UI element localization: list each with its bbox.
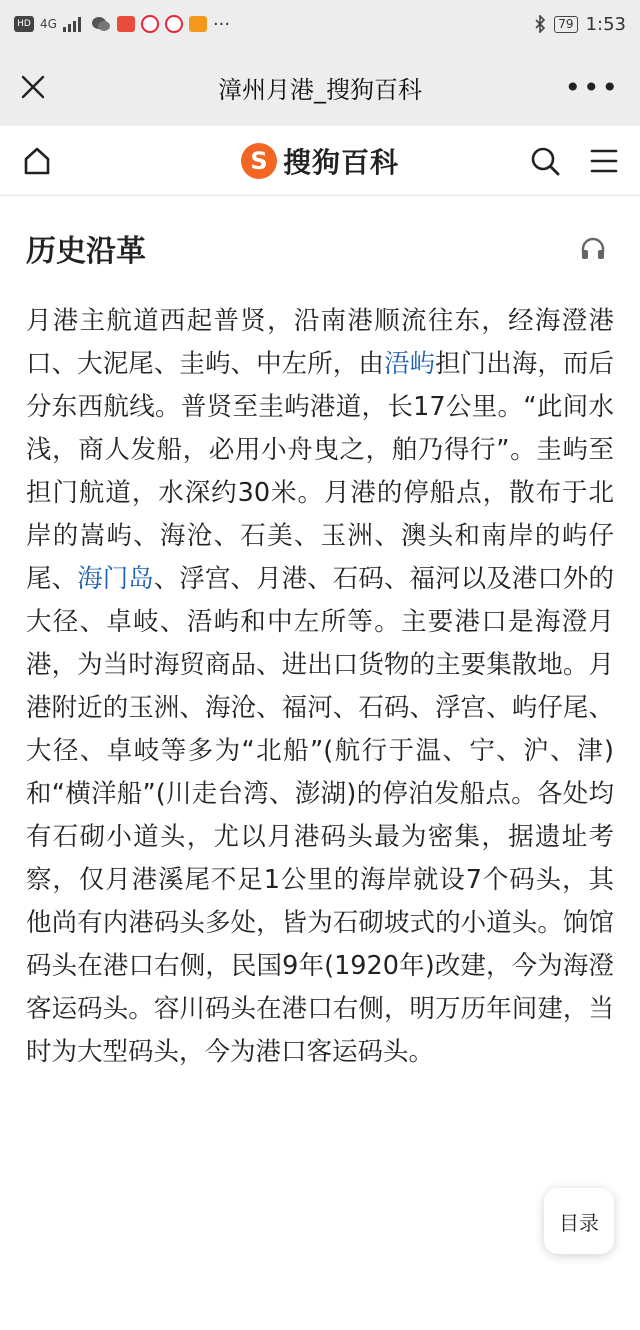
clock: 1:53 — [585, 13, 626, 35]
paragraph-text-2: 担门出海，而后分东西航线。普贤至圭屿港道，长17公里。“此间水浅，商人发船，必用小舟曳之，舶乃得行”。圭屿至担门航道，水深约30米。月港的停船点，散布于北岸的嵩屿、海沧、石美、玉洲、澳头和南岸的屿仔尾、 — [26, 349, 614, 594]
article-paragraph — [26, 300, 614, 1074]
logo-mark: S — [241, 143, 277, 179]
more-icon[interactable]: ••• — [564, 70, 620, 104]
battery-icon: 79 — [554, 16, 577, 33]
hd-indicator: HD — [14, 16, 34, 32]
close-icon[interactable] — [20, 74, 46, 100]
link-wuyu[interactable]: 浯屿 — [383, 349, 436, 379]
section-title: 历史沿革 — [26, 234, 146, 269]
title-bar — [0, 48, 640, 126]
page-title: 漳州月港_搜狗百科 — [218, 75, 422, 104]
wechat-icon — [91, 16, 111, 32]
more-notifications-icon: ··· — [212, 13, 231, 35]
network-indicator: 4G — [40, 17, 57, 31]
link-haimen-island[interactable]: 海门岛 — [77, 564, 154, 594]
section-header — [26, 196, 614, 300]
app-notification-icon — [117, 16, 135, 32]
video-app-icon — [189, 16, 207, 32]
headphones-icon[interactable] — [580, 236, 606, 260]
site-header — [0, 126, 640, 196]
home-icon[interactable] — [22, 146, 52, 176]
logo-text: 搜狗百科 — [282, 145, 399, 179]
status-bar — [0, 0, 640, 48]
toc-button[interactable]: 目录 — [544, 1188, 614, 1254]
menu-icon[interactable] — [590, 148, 618, 174]
weibo-icon-2 — [165, 15, 183, 33]
paragraph-text-1: 月港主航道西起普贤，沿南港顺流往东，经海澄港口、大泥尾、圭屿、中左所，由 — [26, 306, 614, 379]
weibo-icon — [141, 15, 159, 33]
search-icon[interactable] — [530, 146, 560, 176]
article-content — [0, 196, 640, 1074]
bluetooth-icon — [534, 15, 546, 33]
paragraph-text-3: 、浮宫、月港、石码、福河以及港口外的大径、卓岐、浯屿和中左所等。主要港口是海澄月港，为当时海贸商品、进出口货物的主要集散地。月港附近的玉洲、海沧、福河、石码、浮宫、屿仔尾、大径、卓岐等多为“北船”(航行于温、宁、沪、津)和“横洋船”(川走台湾、澎湖)的停泊发船点。各处均有石砌小道头，尤以月港码头最为密集，据遗址考察，仅月港溪尾不足1公里的海岸就设7个码头，其他尚有内港码头多处，皆为石砌坡式的小道头。饷馆码头在港口右侧，民国9年(1920年)改建，今为海澄客运码头。容川码头在港口右侧，明万历年间建，当时为大型码头，今为港口客运码头。 — [26, 564, 614, 1067]
signal-icon — [63, 16, 85, 32]
